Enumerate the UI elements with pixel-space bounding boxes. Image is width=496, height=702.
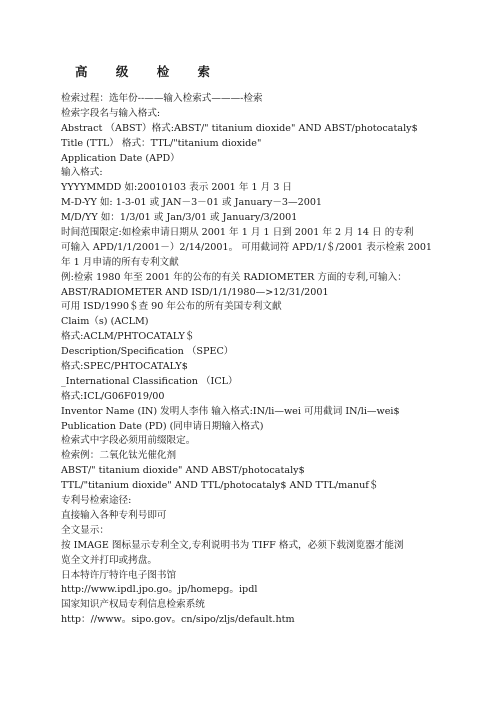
text-line: 全文显示： <box>61 524 109 536</box>
text-line: 可用 ISD/1990＄查 90 年公布的所有美国专利文献 <box>61 301 282 313</box>
text-line: 格式:ACLM/PHTOCATALY＄ <box>61 331 195 343</box>
text-line: 国家知识产权局专利信息检索系统 <box>61 599 205 611</box>
text-line: M/D/YY 如：1/3/01 或 Jan/3/01 或 January/3/2001 <box>61 212 298 224</box>
text-line: 时间范围限定:如检索申请日期从 2001 年 1 月 1 日到 2001 年 2 月 14 日 的专利 <box>61 227 414 239</box>
text-line: Application Date (APD） <box>61 152 180 164</box>
text-line: YYYYMMDD 如:20010103 表示 2001 年 1 月 3 日 <box>61 182 293 194</box>
text-line: http://www.ipdl.jpo.go。jp/homepg。ipdl <box>61 584 258 596</box>
text-line: Claim（s) (ACLM) <box>61 316 149 328</box>
text-line: 检索式中字段必须用前缀限定。 <box>61 435 196 447</box>
text-line: 可输入 APD/1/1/2001－）2/14/2001。 可用截词符 APD/1/＄/2001 表示检索 2001 <box>61 241 433 253</box>
text-line: Description/Specification （SPEC） <box>61 346 234 358</box>
text-line: 格式:ICL/G06F019/00 <box>61 390 165 402</box>
text-line: 例:检索 1980 年至 2001 年的公布的有关 RADIOMETER 方面的专利,可输入： <box>61 271 407 283</box>
document-body <box>61 92 441 628</box>
text-line: M-D-YY 如: 1-3-01 或 JAN－3－01 或 January－3—2001 <box>61 197 323 209</box>
text-line: Publication Date (PD) (同申请日期输入格式) <box>61 420 264 432</box>
text-line: TTL/"titanium dioxide" AND TTL/photocataly$ AND TTL/manuf＄ <box>61 480 379 492</box>
text-line: 直接输入各种专利号即可 <box>61 509 167 521</box>
text-line: 按 IMAGE 图标显示专利全文,专利说明书为 TIFF 格式，必须下载浏览器才能浏 <box>61 539 404 551</box>
page-title: 高 级 检 索 <box>75 64 223 79</box>
text-line: 检索过程：选年份--——输入检索式———-检索 <box>61 93 263 104</box>
text-line: 格式:SPEC/PHTOCATALY$ <box>61 361 188 373</box>
text-line: 览全文并打印或拷盘。 <box>61 554 157 566</box>
text-line: 输入格式: <box>61 167 103 179</box>
text-line: _International Classification （ICL） <box>61 375 238 387</box>
text-line: ABST/" titanium dioxide" AND ABST/photocataly$ <box>61 465 305 477</box>
text-line: Title (TTL） 格式：TTL/"titanium dioxide" <box>61 137 262 149</box>
text-line: http：//www。sipo.gov。cn/sipo/zljs/default.htm <box>61 614 295 626</box>
text-line: 专利号检索途径: <box>61 495 132 507</box>
text-line: ABST/RADIOMETER AND ISD/1/1/1980—>12/31/2001 <box>61 286 329 298</box>
text-line: Inventor Name (IN) 发明人李伟 输入格式:IN/li—wei 可用截词 IN/li—wei$ <box>61 405 400 417</box>
text-line: Abstract （ABST）格式:ABST/" titanium dioxide" AND ABST/photocataly$ <box>61 122 418 134</box>
text-line: 检索字段名与输入格式: <box>61 107 161 119</box>
text-line: 日本特许厅特许电子图书馆 <box>61 569 177 581</box>
text-line: 检索例：二氧化钛光催化剂 <box>61 450 177 462</box>
text-line: 年 1 月申请的所有专利文献 <box>61 256 179 268</box>
